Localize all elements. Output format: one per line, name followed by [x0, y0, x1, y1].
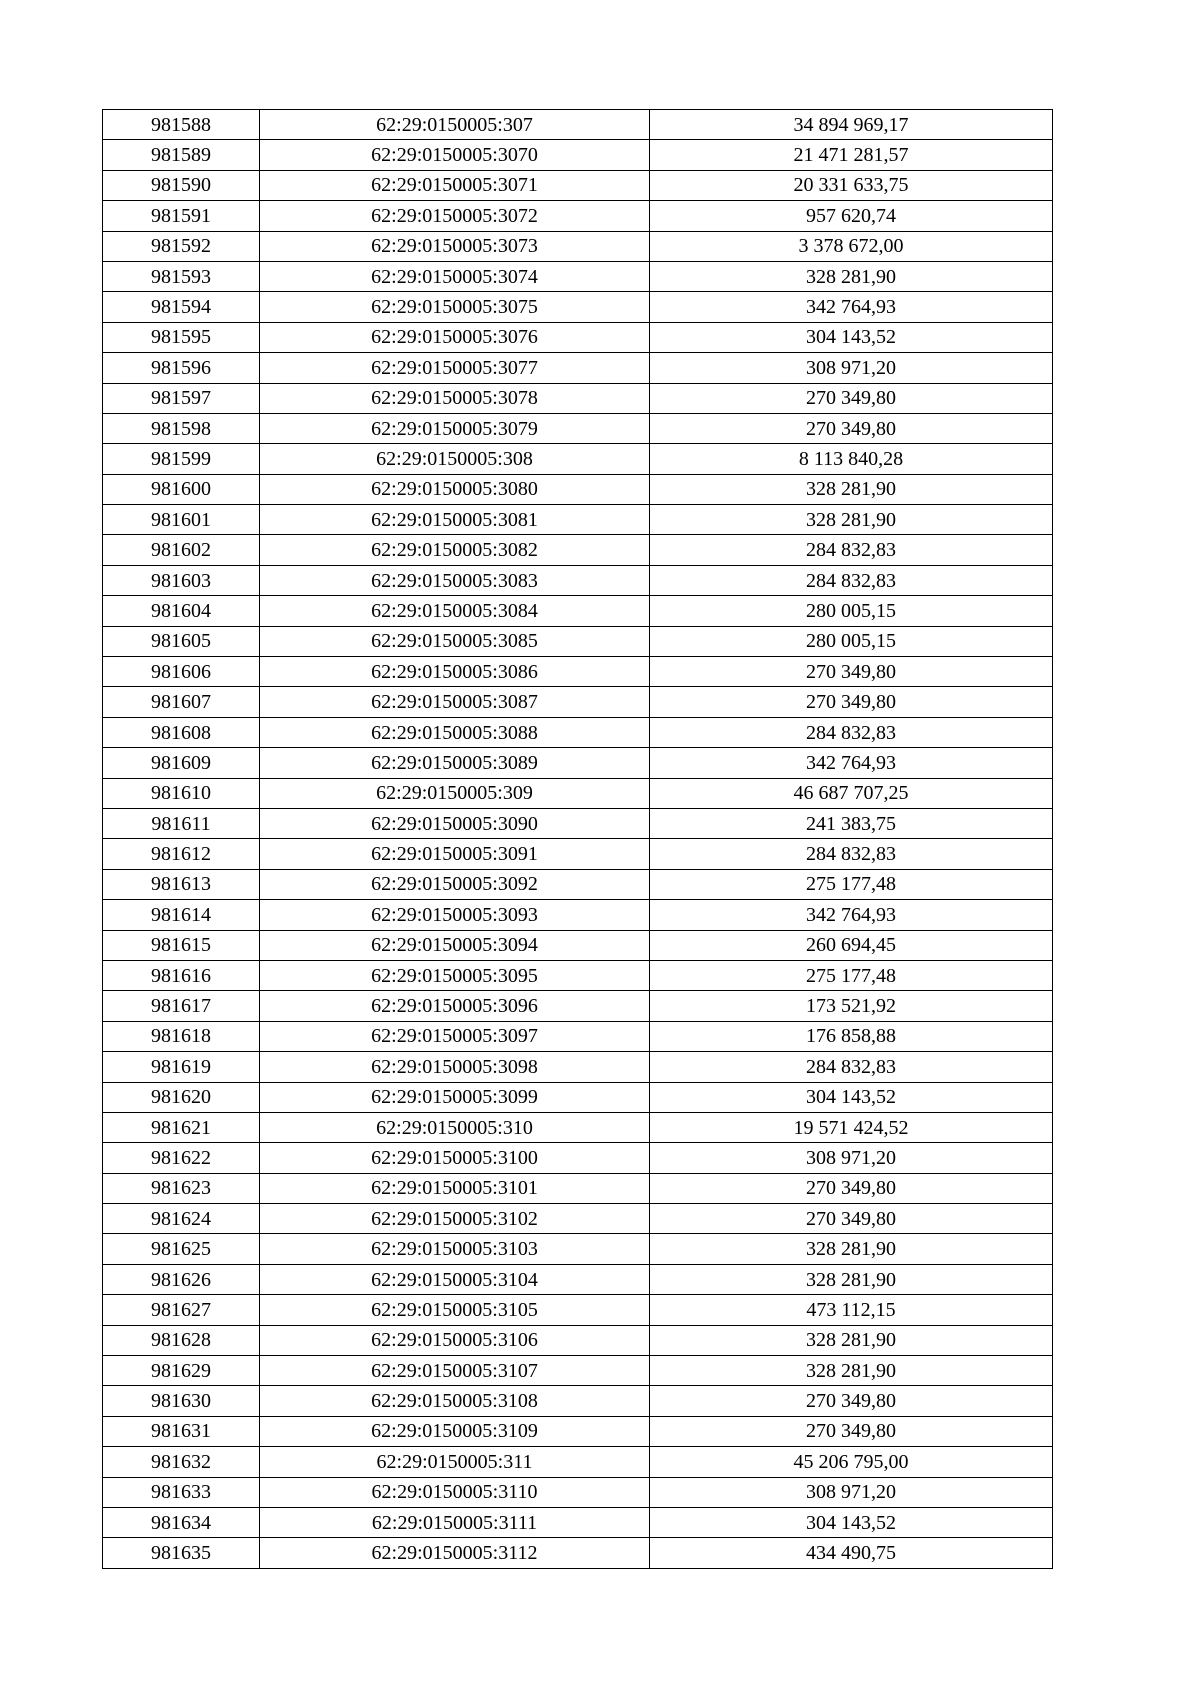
- cadastral-number-cell: 62:29:0150005:3112: [260, 1538, 650, 1568]
- cadastral-value-cell: 434 490,75: [650, 1538, 1053, 1568]
- cadastral-value-cell: 3 378 672,00: [650, 231, 1053, 261]
- cadastral-number-cell: 62:29:0150005:3088: [260, 717, 650, 747]
- row-number-cell: 981603: [103, 565, 260, 595]
- table-row: [103, 1143, 1053, 1173]
- cadastral-value-cell: 284 832,83: [650, 565, 1053, 595]
- row-number-cell: 981622: [103, 1143, 260, 1173]
- cadastral-value-cell: 275 177,48: [650, 869, 1053, 899]
- cadastral-number-cell: 62:29:0150005:3095: [260, 960, 650, 990]
- cadastral-value-cell: 284 832,83: [650, 717, 1053, 747]
- row-number-cell: 981632: [103, 1447, 260, 1477]
- row-number-cell: 981620: [103, 1082, 260, 1112]
- row-number-cell: 981590: [103, 170, 260, 200]
- cadastral-number-cell: 62:29:0150005:3089: [260, 748, 650, 778]
- table-row: [103, 839, 1053, 869]
- row-number-cell: 981621: [103, 1112, 260, 1142]
- cadastral-number-cell: 62:29:0150005:3090: [260, 808, 650, 838]
- row-number-cell: 981602: [103, 535, 260, 565]
- cadastral-number-cell: 62:29:0150005:3084: [260, 596, 650, 626]
- cadastral-number-cell: 62:29:0150005:3077: [260, 353, 650, 383]
- table-row: [103, 201, 1053, 231]
- table-row: [103, 565, 1053, 595]
- cadastral-value-cell: 270 349,80: [650, 1416, 1053, 1446]
- cadastral-value-table: [102, 109, 1053, 1569]
- row-number-cell: 981617: [103, 991, 260, 1021]
- cadastral-number-cell: 62:29:0150005:3076: [260, 322, 650, 352]
- cadastral-value-cell: 328 281,90: [650, 474, 1053, 504]
- cadastral-number-cell: 62:29:0150005:309: [260, 778, 650, 808]
- cadastral-value-cell: 20 331 633,75: [650, 170, 1053, 200]
- row-number-cell: 981605: [103, 626, 260, 656]
- table-row: [103, 1082, 1053, 1112]
- table-row: [103, 474, 1053, 504]
- cadastral-value-cell: 176 858,88: [650, 1021, 1053, 1051]
- cadastral-value-cell: 328 281,90: [650, 1234, 1053, 1264]
- cadastral-value-cell: 328 281,90: [650, 261, 1053, 291]
- cadastral-number-cell: 62:29:0150005:3093: [260, 900, 650, 930]
- row-number-cell: 981626: [103, 1264, 260, 1294]
- table-row: [103, 110, 1053, 140]
- cadastral-value-cell: 260 694,45: [650, 930, 1053, 960]
- row-number-cell: 981635: [103, 1538, 260, 1568]
- table-row: [103, 1173, 1053, 1203]
- cadastral-number-cell: 62:29:0150005:3087: [260, 687, 650, 717]
- row-number-cell: 981593: [103, 261, 260, 291]
- table-row: [103, 1325, 1053, 1355]
- cadastral-value-cell: 308 971,20: [650, 353, 1053, 383]
- table-row: [103, 535, 1053, 565]
- cadastral-number-cell: 62:29:0150005:3096: [260, 991, 650, 1021]
- row-number-cell: 981596: [103, 353, 260, 383]
- cadastral-number-cell: 62:29:0150005:3099: [260, 1082, 650, 1112]
- row-number-cell: 981607: [103, 687, 260, 717]
- table-row: [103, 717, 1053, 747]
- row-number-cell: 981613: [103, 869, 260, 899]
- table-row: [103, 292, 1053, 322]
- table-row: [103, 900, 1053, 930]
- row-number-cell: 981597: [103, 383, 260, 413]
- table-row: [103, 1264, 1053, 1294]
- cadastral-number-cell: 62:29:0150005:3102: [260, 1204, 650, 1234]
- table-row: [103, 1386, 1053, 1416]
- cadastral-value-cell: 342 764,93: [650, 292, 1053, 322]
- row-number-cell: 981634: [103, 1507, 260, 1537]
- cadastral-value-cell: 284 832,83: [650, 839, 1053, 869]
- cadastral-number-cell: 62:29:0150005:3070: [260, 140, 650, 170]
- cadastral-number-cell: 62:29:0150005:3104: [260, 1264, 650, 1294]
- cadastral-value-cell: 342 764,93: [650, 900, 1053, 930]
- table-row: [103, 170, 1053, 200]
- table-row: [103, 353, 1053, 383]
- table-row: [103, 322, 1053, 352]
- cadastral-number-cell: 62:29:0150005:3086: [260, 657, 650, 687]
- cadastral-value-cell: 270 349,80: [650, 383, 1053, 413]
- row-number-cell: 981629: [103, 1356, 260, 1386]
- table-row: [103, 1416, 1053, 1446]
- table-row: [103, 1356, 1053, 1386]
- row-number-cell: 981606: [103, 657, 260, 687]
- row-number-cell: 981595: [103, 322, 260, 352]
- row-number-cell: 981589: [103, 140, 260, 170]
- table-row: [103, 261, 1053, 291]
- cadastral-number-cell: 62:29:0150005:3109: [260, 1416, 650, 1446]
- table-row: [103, 231, 1053, 261]
- cadastral-number-cell: 62:29:0150005:3073: [260, 231, 650, 261]
- table-row: [103, 1477, 1053, 1507]
- table-row: [103, 991, 1053, 1021]
- cadastral-number-cell: 62:29:0150005:3111: [260, 1507, 650, 1537]
- cadastral-number-cell: 62:29:0150005:3106: [260, 1325, 650, 1355]
- cadastral-value-cell: 304 143,52: [650, 1507, 1053, 1537]
- cadastral-value-cell: 328 281,90: [650, 1264, 1053, 1294]
- table-row: [103, 1021, 1053, 1051]
- row-number-cell: 981633: [103, 1477, 260, 1507]
- cadastral-value-cell: 45 206 795,00: [650, 1447, 1053, 1477]
- table-row: [103, 505, 1053, 535]
- cadastral-value-cell: 275 177,48: [650, 960, 1053, 990]
- table-row: [103, 960, 1053, 990]
- table-row: [103, 1447, 1053, 1477]
- table-row: [103, 1538, 1053, 1568]
- cadastral-value-cell: 34 894 969,17: [650, 110, 1053, 140]
- cadastral-number-cell: 62:29:0150005:3094: [260, 930, 650, 960]
- cadastral-value-cell: 308 971,20: [650, 1477, 1053, 1507]
- row-number-cell: 981618: [103, 1021, 260, 1051]
- table-row: [103, 1052, 1053, 1082]
- table-row: [103, 413, 1053, 443]
- cadastral-number-cell: 62:29:0150005:3072: [260, 201, 650, 231]
- table-row: [103, 657, 1053, 687]
- table-row: [103, 444, 1053, 474]
- row-number-cell: 981612: [103, 839, 260, 869]
- cadastral-number-cell: 62:29:0150005:3078: [260, 383, 650, 413]
- cadastral-number-cell: 62:29:0150005:3103: [260, 1234, 650, 1264]
- cadastral-value-cell: 8 113 840,28: [650, 444, 1053, 474]
- cadastral-value-cell: 173 521,92: [650, 991, 1053, 1021]
- cadastral-number-cell: 62:29:0150005:3097: [260, 1021, 650, 1051]
- cadastral-value-cell: 270 349,80: [650, 1173, 1053, 1203]
- table-row: [103, 1507, 1053, 1537]
- table-row: [103, 626, 1053, 656]
- row-number-cell: 981615: [103, 930, 260, 960]
- table-row: [103, 1295, 1053, 1325]
- row-number-cell: 981600: [103, 474, 260, 504]
- row-number-cell: 981594: [103, 292, 260, 322]
- row-number-cell: 981598: [103, 413, 260, 443]
- cadastral-number-cell: 62:29:0150005:3101: [260, 1173, 650, 1203]
- row-number-cell: 981627: [103, 1295, 260, 1325]
- row-number-cell: 981591: [103, 201, 260, 231]
- cadastral-value-cell: 284 832,83: [650, 1052, 1053, 1082]
- cadastral-value-cell: 473 112,15: [650, 1295, 1053, 1325]
- cadastral-number-cell: 62:29:0150005:3110: [260, 1477, 650, 1507]
- table-row: [103, 778, 1053, 808]
- row-number-cell: 981616: [103, 960, 260, 990]
- cadastral-value-cell: 342 764,93: [650, 748, 1053, 778]
- cadastral-value-cell: 328 281,90: [650, 505, 1053, 535]
- row-number-cell: 981628: [103, 1325, 260, 1355]
- cadastral-value-cell: 304 143,52: [650, 1082, 1053, 1112]
- cadastral-number-cell: 62:29:0150005:307: [260, 110, 650, 140]
- row-number-cell: 981588: [103, 110, 260, 140]
- row-number-cell: 981631: [103, 1416, 260, 1446]
- cadastral-value-cell: 308 971,20: [650, 1143, 1053, 1173]
- cadastral-number-cell: 62:29:0150005:3082: [260, 535, 650, 565]
- row-number-cell: 981610: [103, 778, 260, 808]
- table-body: [103, 110, 1053, 1569]
- cadastral-number-cell: 62:29:0150005:3100: [260, 1143, 650, 1173]
- table-row: [103, 687, 1053, 717]
- cadastral-number-cell: 62:29:0150005:308: [260, 444, 650, 474]
- table-row: [103, 930, 1053, 960]
- cadastral-value-cell: 304 143,52: [650, 322, 1053, 352]
- cadastral-value-cell: 270 349,80: [650, 1386, 1053, 1416]
- table-row: [103, 1204, 1053, 1234]
- cadastral-number-cell: 62:29:0150005:3081: [260, 505, 650, 535]
- cadastral-number-cell: 62:29:0150005:3092: [260, 869, 650, 899]
- cadastral-number-cell: 62:29:0150005:3079: [260, 413, 650, 443]
- table-row: [103, 869, 1053, 899]
- cadastral-number-cell: 62:29:0150005:3108: [260, 1386, 650, 1416]
- table-row: [103, 1112, 1053, 1142]
- cadastral-value-cell: 270 349,80: [650, 657, 1053, 687]
- cadastral-value-cell: 46 687 707,25: [650, 778, 1053, 808]
- table-row: [103, 383, 1053, 413]
- cadastral-value-cell: 241 383,75: [650, 808, 1053, 838]
- row-number-cell: 981592: [103, 231, 260, 261]
- cadastral-value-cell: 270 349,80: [650, 687, 1053, 717]
- cadastral-number-cell: 62:29:0150005:3075: [260, 292, 650, 322]
- cadastral-number-cell: 62:29:0150005:3105: [260, 1295, 650, 1325]
- row-number-cell: 981623: [103, 1173, 260, 1203]
- cadastral-number-cell: 62:29:0150005:3080: [260, 474, 650, 504]
- cadastral-number-cell: 62:29:0150005:3074: [260, 261, 650, 291]
- cadastral-number-cell: 62:29:0150005:3071: [260, 170, 650, 200]
- table-row: [103, 596, 1053, 626]
- cadastral-value-cell: 19 571 424,52: [650, 1112, 1053, 1142]
- cadastral-number-cell: 62:29:0150005:3083: [260, 565, 650, 595]
- row-number-cell: 981624: [103, 1204, 260, 1234]
- cadastral-value-cell: 280 005,15: [650, 626, 1053, 656]
- cadastral-value-cell: 328 281,90: [650, 1356, 1053, 1386]
- row-number-cell: 981599: [103, 444, 260, 474]
- cadastral-value-cell: 284 832,83: [650, 535, 1053, 565]
- cadastral-value-cell: 957 620,74: [650, 201, 1053, 231]
- row-number-cell: 981619: [103, 1052, 260, 1082]
- row-number-cell: 981608: [103, 717, 260, 747]
- row-number-cell: 981625: [103, 1234, 260, 1264]
- row-number-cell: 981609: [103, 748, 260, 778]
- table-row: [103, 1234, 1053, 1264]
- row-number-cell: 981630: [103, 1386, 260, 1416]
- row-number-cell: 981604: [103, 596, 260, 626]
- cadastral-number-cell: 62:29:0150005:311: [260, 1447, 650, 1477]
- row-number-cell: 981614: [103, 900, 260, 930]
- cadastral-number-cell: 62:29:0150005:3098: [260, 1052, 650, 1082]
- cadastral-number-cell: 62:29:0150005:3085: [260, 626, 650, 656]
- cadastral-number-cell: 62:29:0150005:3107: [260, 1356, 650, 1386]
- cadastral-value-cell: 270 349,80: [650, 413, 1053, 443]
- cadastral-value-cell: 21 471 281,57: [650, 140, 1053, 170]
- cadastral-number-cell: 62:29:0150005:3091: [260, 839, 650, 869]
- cadastral-number-cell: 62:29:0150005:310: [260, 1112, 650, 1142]
- table-row: [103, 808, 1053, 838]
- table-row: [103, 140, 1053, 170]
- cadastral-value-cell: 270 349,80: [650, 1204, 1053, 1234]
- row-number-cell: 981601: [103, 505, 260, 535]
- table-row: [103, 748, 1053, 778]
- row-number-cell: 981611: [103, 808, 260, 838]
- cadastral-value-cell: 328 281,90: [650, 1325, 1053, 1355]
- cadastral-value-cell: 280 005,15: [650, 596, 1053, 626]
